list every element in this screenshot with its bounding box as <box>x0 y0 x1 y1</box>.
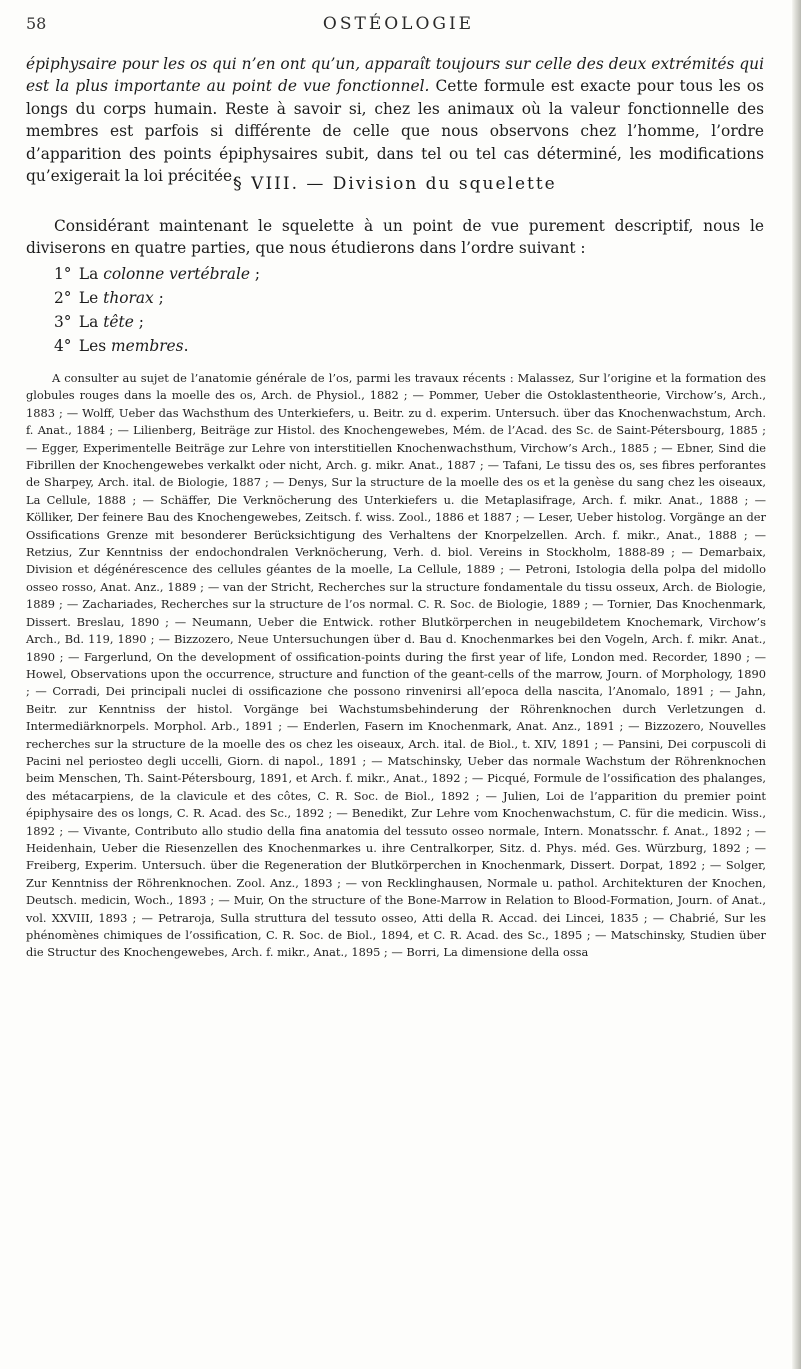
list-suffix: . <box>183 337 189 355</box>
list-suffix: ; <box>250 265 261 283</box>
intro-paragraph <box>26 215 764 260</box>
list-prefix: Les <box>78 337 107 355</box>
list-number: 4° <box>54 337 72 355</box>
list-suffix: ; <box>153 289 164 307</box>
list-number: 1° <box>54 265 72 283</box>
page-number: 58 <box>26 14 47 33</box>
opening-text: Cette formule est exacte pour tous les os longs du corps humain. Reste à savoir si, chez les animaux où la valeur fonctionnelle des membres est parfois si différente de celle que nous observons chez l’homme, l’ordre d’apparition des points épiphysaires subit, dans tel ou tel cas déterminé, les modifications qu’exigerait la loi précitée. <box>26 77 764 186</box>
list-suffix: ; <box>133 313 144 331</box>
list-item <box>54 334 260 358</box>
running-title: OSTÉOLOGIE <box>322 14 475 34</box>
list-number: 2° <box>54 289 72 307</box>
list-term: tête <box>103 313 134 331</box>
list-number: 3° <box>54 313 72 331</box>
opening-italic-text: épiphysaire pour les os qui n’en ont qu’un, apparaît toujours sur celle des deux extrémités qui est la plus importante au point de vue fonctionnel. <box>26 55 764 96</box>
opening-paragraph <box>26 53 764 187</box>
bibliography-note <box>26 370 766 962</box>
section-title: § VIII. — Division du squelette <box>233 174 557 194</box>
list-term: membres <box>111 337 184 355</box>
list-prefix: La <box>78 313 99 331</box>
list-item <box>54 262 260 286</box>
list-term: colonne vertébrale <box>103 265 250 283</box>
division-list <box>54 262 260 358</box>
page-edge-shadow <box>792 0 801 1369</box>
intro-text: Considérant maintenant le squelette à un point de vue purement descriptif, nous le diviserons en quatre parties, que nous étudierons dans l’ordre suivant : <box>26 217 764 258</box>
list-prefix: Le <box>78 289 99 307</box>
list-term: thorax <box>103 289 154 307</box>
list-item <box>54 310 260 334</box>
list-prefix: La <box>78 265 99 283</box>
bibliography-text: A consulter au sujet de l’anatomie générale de l’os, parmi les travaux récents : Malassez, Sur l’origine et la formation des globules rouges dans la moelle des os, Arch. de Physiol., 1882 ; — Pommer, Ueber die Ostoklastentheorie, Virchow’s, Arch., 1883 ; — Wolff, Ueber das Wachsthum des Unterkiefers, u. Beitr. zu d. experim. Untersuch. über das Knochenwachstum, Arch. f. Anat., 1884 ; — Lilienberg, Beiträge zur Histol. des Knochengewebes, Mém. de l’Acad. des Sc. de Saint-Pétersbourg, 1885 ; — Egger, Experimentelle Beiträge zur Lehre von interstitiellen Knochenwachsthum, Virchow’s Arch., 1885 ; — Ebner, Sind die Fibrillen der Knochengewebes verkalkt oder nicht, Arch. g. mikr. Anat., 1887 ; — Tafani, Le tissu des os, ses fibres perforantes de Sharpey, Arch. ital. de Biologie, 1887 ; — Denys, Sur la structure de la moelle des os et la genèse du sang chez les oiseaux, La Cellule, 1888 ; — Schäffer, Die Verknöcherung des Unterkiefers u. die Metaplasifrage, Arch. f. mikr. Anat., 1888 ; — Kölliker, Der feinere Bau des Knochengewebes, Zeitsch. f. wiss. Zool., 1886 et 1887 ; — Leser, Ueber histolog. Vorgänge an der Ossifications Grenze mit besonderer Berücksichtigung des Verhaltens der Knorpelzellen. Arch. f. mikr., Anat., 1888 ; — Retzius, Zur Kenntniss der endochondralen Verknöcherung, Verh. d. biol. Vereins in Stockholm, 1888-89 ; — Demarbaix, Division et dégénérescence des cellules géantes de la moelle, La Cellule, 1889 ; — Petroni, Istologia della polpa del midollo osseo rosso, Anat. Anz., 1889 ; — van der Stricht, Recherches sur la structure fondamentale du tissu osseux, Arch. de Biologie, 1889 ; — Zachariades, Recherches sur la structure de l’os normal. C. R. Soc. de Biologie, 1889 ; — Tornier, Das Knochenmark, Dissert. Breslau, 1890 ; — Neumann, Ueber die Entwick. rother Blutkörperchen in neugebildetem Knochemark, Virchow’s Arch., Bd. 119, 1890 ; — Bizzozero, Neue Untersuchungen über d. Bau d. Knochenmarkes bei den Vogeln, Arch. f. mikr. Anat., 1890 ; — Fargerlund, On the development of ossification-points during the first year of life, London med. Recorder, 1890 ; — Howel, Observations upon the occurrence, structure and function of the geant-cells of the marrow, Journ. of Morphology, 1890 ; — Corradi, Dei principali nuclei di ossificazione che possono rinvenirsi all’epoca della nascita, l’Anomalo, 1891 ; — Jahn, Beitr. zur Kenntniss der histol. Vorgänge bei Wachstumsbehinderung der Röhrenknochen durch Verletzungen d. Intermediärknorpels. Morphol. Arb., 1891 ; — Enderlen, Fasern im Knochenmark, Anat. Anz., 1891 ; — Bizzozero, Nouvelles recherches sur la structure de la moelle des os chez les oiseaux, Arch. ital. de Biol., t. XIV, 1891 ; — Pansini, Dei corpuscoli di Pacini nel periosteo degli uccelli, Giorn. di napol., 1891 ; — Matschinsky, Ueber das normale Wachstum der Röhrenknochen beim Menschen, Th. Saint-Pétersbourg, 1891, et Arch. f. mikr., Anat., 1892 ; — Picqué, Formule de l’ossification des phalanges, des métacarpiens, de la clavicule et des côtes, C. R. Soc. de Biol., 1892 ; — Julien, Loi de l’apparition du premier point épiphysaire des os longs, C. R. Acad. des Sc., 1892 ; — Benedikt, Zur Lehre vom Knochenwachstum, C. für die medicin. Wiss., 1892 ; — Vivante, Contributo allo studio della fina anatomia del tessuto osseo normale, Intern. Monatsschr. f. Anat., 1892 ; — Heidenhain, Ueber die Riesenzellen des Knochenmarkes u. ihre Centralkorper, Sitz. d. Phys. méd. Ges. Würzburg, 1892 ; — Freiberg, Experim. Untersuch. über die Regeneration der Blutkörperchen in Knochenmark, Dissert. Dorpat, 1892 ; — Solger, Zur Kenntniss der Röhrenknochen. Zool. Anz., 1893 ; — von Recklinghausen, Normale u. pathol. Architekturen der Knochen, Deutsch. medicin, Woch., 1893 ; — Muir, On the structure of the Bone-Marrow in Relation to Blood-Formation, Journ. of Anat., vol. XXVIII, 1893 ; — Petraroja, Sulla struttura del tessuto osseo, Atti della R. Accad. dei Lincei, 1835 ; — Chabrié, Sur les phénomènes chimiques de l’ossification, C. R. Soc. de Biol., 1894, et C. R. Acad. des Sc., 1895 ; — Matschinsky, Studien über die Structur des Knochengewebes, Arch. f. mikr., Anat., 1895 ; — Borri, La dimensione della ossa <box>26 371 766 960</box>
page-header <box>26 10 771 40</box>
list-item <box>54 286 260 310</box>
